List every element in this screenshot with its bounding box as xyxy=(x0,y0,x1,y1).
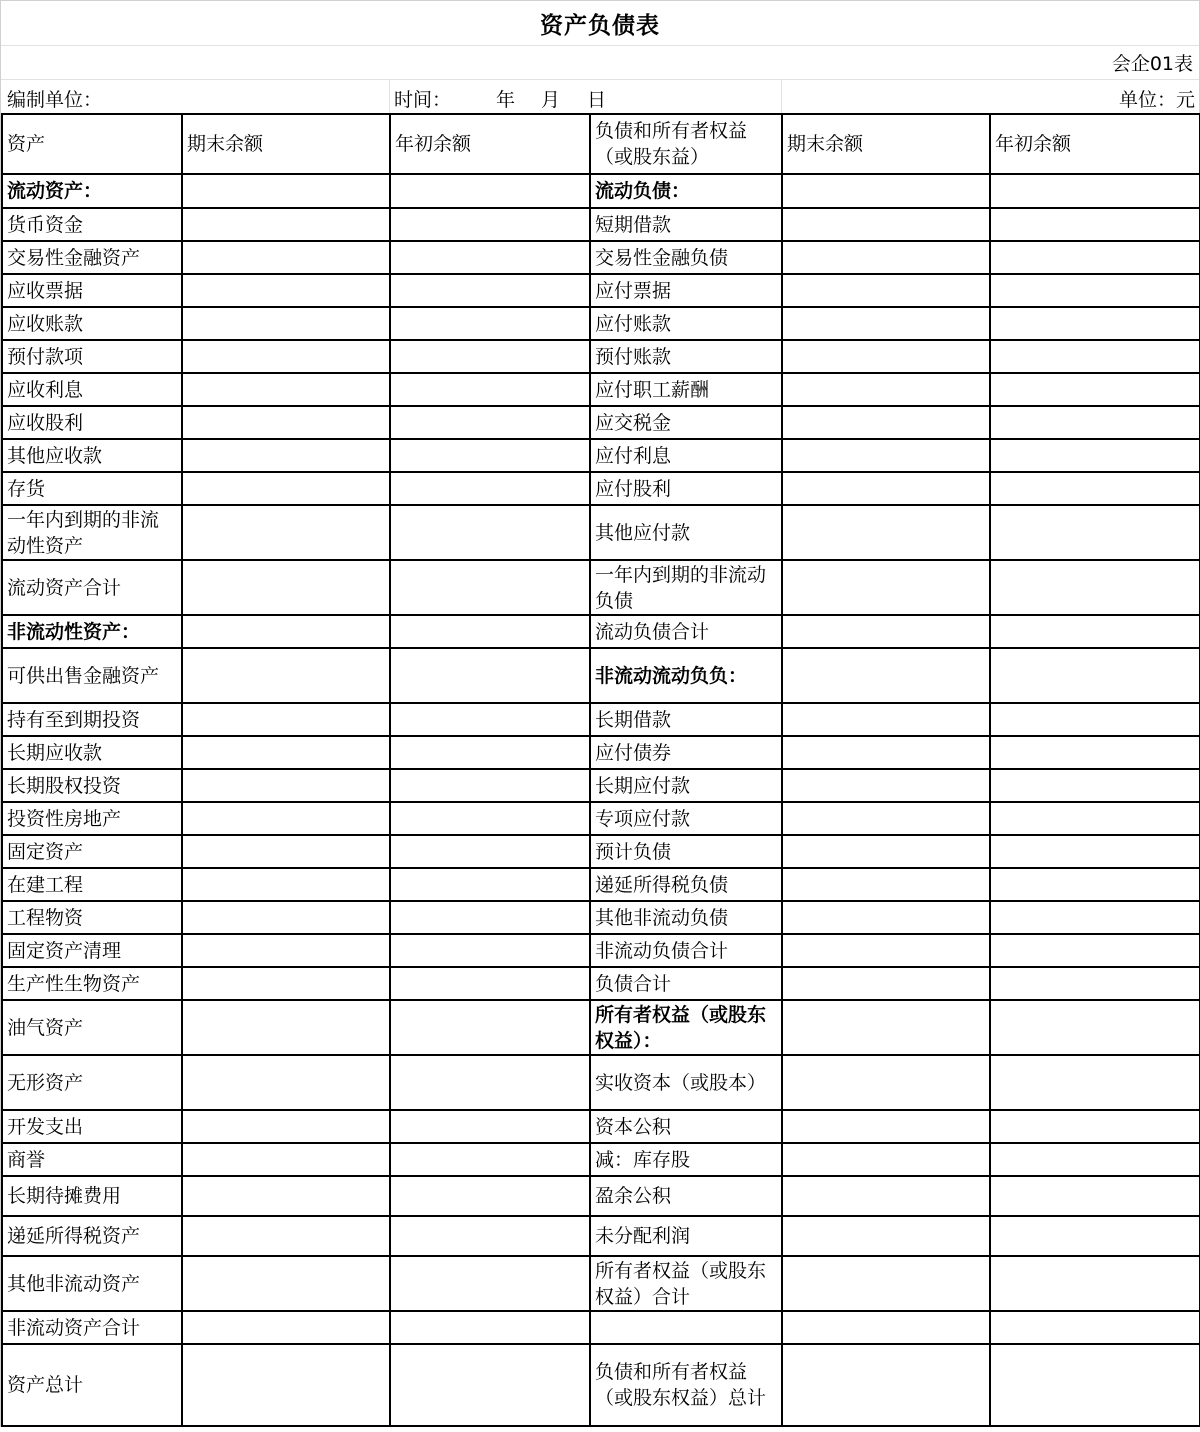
table-row xyxy=(2,934,1200,967)
liability-begin-balance-cell[interactable] xyxy=(990,1143,1200,1176)
asset-begin-balance-cell[interactable] xyxy=(390,406,590,439)
asset-item: 商誉 xyxy=(2,1143,182,1176)
liability-end-balance-cell[interactable] xyxy=(782,901,990,934)
liability-item: 应付股利 xyxy=(590,472,782,505)
liability-end-balance-cell[interactable] xyxy=(782,208,990,241)
table-row xyxy=(2,1055,1200,1110)
liability-item: 应付票据 xyxy=(590,274,782,307)
asset-end-balance-cell[interactable] xyxy=(182,934,390,967)
asset-begin-balance-cell[interactable] xyxy=(390,648,590,703)
header-begin-balance: 年初余额 xyxy=(390,114,590,174)
table-row xyxy=(2,703,1200,736)
table-row xyxy=(2,340,1200,373)
asset-item: 货币资金 xyxy=(2,208,182,241)
liability-begin-balance-cell[interactable] xyxy=(990,1256,1200,1311)
table-row xyxy=(2,736,1200,769)
asset-end-balance-cell[interactable] xyxy=(182,703,390,736)
asset-begin-balance-cell[interactable] xyxy=(390,1311,590,1344)
liability-end-balance-cell[interactable] xyxy=(782,934,990,967)
header-assets: 资产 xyxy=(2,114,182,174)
table-row xyxy=(2,174,1200,208)
asset-begin-balance-cell[interactable] xyxy=(390,835,590,868)
asset-end-balance-cell[interactable] xyxy=(182,340,390,373)
asset-end-balance-cell[interactable] xyxy=(182,1110,390,1143)
asset-begin-balance-cell[interactable] xyxy=(390,1143,590,1176)
asset-begin-balance-cell[interactable] xyxy=(390,241,590,274)
liability-item: 负债合计 xyxy=(590,967,782,1000)
liability-begin-balance-cell[interactable] xyxy=(990,1311,1200,1344)
liability-end-balance-cell[interactable] xyxy=(782,1176,990,1216)
table-row xyxy=(2,472,1200,505)
table-row xyxy=(2,615,1200,648)
asset-begin-balance-cell[interactable] xyxy=(390,307,590,340)
asset-item: 开发支出 xyxy=(2,1110,182,1143)
asset-begin-balance-cell[interactable] xyxy=(390,967,590,1000)
asset-begin-balance-cell[interactable] xyxy=(390,868,590,901)
table-row xyxy=(2,802,1200,835)
asset-end-balance-cell[interactable] xyxy=(182,1000,390,1055)
liability-begin-balance-cell[interactable] xyxy=(990,736,1200,769)
liability-item: 非流动负债合计 xyxy=(590,934,782,967)
asset-begin-balance-cell[interactable] xyxy=(390,560,590,615)
liability-begin-balance-cell[interactable] xyxy=(990,1216,1200,1256)
liability-begin-balance-cell[interactable] xyxy=(990,1055,1200,1110)
asset-end-balance-cell[interactable] xyxy=(182,208,390,241)
asset-begin-balance-cell[interactable] xyxy=(390,769,590,802)
liability-begin-balance-cell[interactable] xyxy=(990,648,1200,703)
asset-end-balance-cell[interactable] xyxy=(182,835,390,868)
liability-begin-balance-cell[interactable] xyxy=(990,934,1200,967)
liability-end-balance-cell[interactable] xyxy=(782,1216,990,1256)
liability-end-balance-cell[interactable] xyxy=(782,1311,990,1344)
asset-begin-balance-cell[interactable] xyxy=(390,615,590,648)
header-end-balance: 期末余额 xyxy=(182,114,390,174)
asset-end-balance-cell[interactable] xyxy=(182,1143,390,1176)
liability-item: 短期借款 xyxy=(590,208,782,241)
asset-end-balance-cell[interactable] xyxy=(182,648,390,703)
asset-end-balance-cell[interactable] xyxy=(182,1344,390,1426)
liability-item: 应付利息 xyxy=(590,439,782,472)
liability-item: 长期应付款 xyxy=(590,769,782,802)
asset-end-balance-cell[interactable] xyxy=(182,1311,390,1344)
liability-begin-balance-cell[interactable] xyxy=(990,406,1200,439)
liability-end-balance-cell[interactable] xyxy=(782,472,990,505)
liability-begin-balance-cell[interactable] xyxy=(990,241,1200,274)
liability-item: 预计负债 xyxy=(590,835,782,868)
liability-begin-balance-cell[interactable] xyxy=(990,307,1200,340)
header-begin-balance: 年初余额 xyxy=(990,114,1200,174)
liability-end-balance-cell[interactable] xyxy=(782,406,990,439)
asset-begin-balance-cell[interactable] xyxy=(390,505,590,560)
table-row xyxy=(2,868,1200,901)
asset-begin-balance-cell[interactable] xyxy=(390,373,590,406)
liability-begin-balance-cell[interactable] xyxy=(990,274,1200,307)
asset-begin-balance-cell[interactable] xyxy=(390,1216,590,1256)
asset-end-balance-cell[interactable] xyxy=(182,868,390,901)
table-row xyxy=(2,1256,1200,1311)
asset-item: 预付款项 xyxy=(2,340,182,373)
asset-item: 固定资产 xyxy=(2,835,182,868)
liability-begin-balance-cell[interactable] xyxy=(990,439,1200,472)
asset-begin-balance-cell[interactable] xyxy=(390,472,590,505)
asset-begin-balance-cell[interactable] xyxy=(390,340,590,373)
liability-begin-balance-cell[interactable] xyxy=(990,868,1200,901)
table-row xyxy=(2,1216,1200,1256)
asset-item: 流动资产合计 xyxy=(2,560,182,615)
table-row xyxy=(2,967,1200,1000)
liability-item: 应付职工薪酬 xyxy=(590,373,782,406)
liability-end-balance-cell[interactable] xyxy=(782,373,990,406)
table-row xyxy=(2,373,1200,406)
liability-begin-balance-cell[interactable] xyxy=(990,835,1200,868)
liability-begin-balance-cell[interactable] xyxy=(990,505,1200,560)
asset-item: 油气资产 xyxy=(2,1000,182,1055)
asset-end-balance-cell[interactable] xyxy=(182,274,390,307)
asset-item: 非流动资产合计 xyxy=(2,1311,182,1344)
table-row xyxy=(2,901,1200,934)
liability-begin-balance-cell[interactable] xyxy=(990,208,1200,241)
liability-item: 应交税金 xyxy=(590,406,782,439)
liability-end-balance-cell[interactable] xyxy=(782,802,990,835)
table-row xyxy=(2,835,1200,868)
asset-item: 一年内到期的非流动性资产 xyxy=(2,505,182,560)
asset-item: 生产性生物资产 xyxy=(2,967,182,1000)
asset-item: 可供出售金融资产 xyxy=(2,648,182,703)
liability-begin-balance-cell[interactable] xyxy=(990,615,1200,648)
asset-end-balance-cell[interactable] xyxy=(182,615,390,648)
liability-end-balance-cell[interactable] xyxy=(782,340,990,373)
liability-begin-balance-cell[interactable] xyxy=(990,1110,1200,1143)
table-row xyxy=(2,274,1200,307)
asset-item: 投资性房地产 xyxy=(2,802,182,835)
table-body xyxy=(2,114,1200,1426)
sheet-title: 资产负债表 xyxy=(1,0,1199,46)
header-end-balance: 期末余额 xyxy=(782,114,990,174)
asset-end-balance-cell[interactable] xyxy=(182,439,390,472)
liability-end-balance-cell[interactable] xyxy=(782,615,990,648)
liability-end-balance-cell[interactable] xyxy=(782,1143,990,1176)
asset-begin-balance-cell[interactable] xyxy=(390,802,590,835)
liability-begin-balance-cell[interactable] xyxy=(990,1000,1200,1055)
table-row xyxy=(2,1000,1200,1055)
asset-begin-balance-cell[interactable] xyxy=(390,208,590,241)
header-liabilities-equity: 负债和所有者权益（或股东益） xyxy=(590,114,782,174)
liability-end-balance-cell[interactable] xyxy=(782,736,990,769)
asset-item: 应收利息 xyxy=(2,373,182,406)
liability-item: 一年内到期的非流动负债 xyxy=(590,560,782,615)
liability-item: 递延所得税负债 xyxy=(590,868,782,901)
asset-end-balance-cell[interactable] xyxy=(182,174,390,208)
unit-label: 单位：元 xyxy=(1118,89,1195,111)
asset-end-balance-cell[interactable] xyxy=(182,1176,390,1216)
asset-end-balance-cell[interactable] xyxy=(182,406,390,439)
table-row xyxy=(2,307,1200,340)
liability-item: 未分配利润 xyxy=(590,1216,782,1256)
org-label: 编制单位： xyxy=(7,89,103,111)
asset-item: 交易性金融资产 xyxy=(2,241,182,274)
asset-begin-balance-cell[interactable] xyxy=(390,1344,590,1426)
asset-begin-balance-cell[interactable] xyxy=(390,439,590,472)
day-label: 日 xyxy=(587,89,607,111)
asset-begin-balance-cell[interactable] xyxy=(390,174,590,208)
asset-begin-balance-cell[interactable] xyxy=(390,934,590,967)
asset-end-balance-cell[interactable] xyxy=(182,967,390,1000)
liability-item: 应付债券 xyxy=(590,736,782,769)
balance-table xyxy=(1,113,1200,1427)
liability-begin-balance-cell[interactable] xyxy=(990,373,1200,406)
asset-end-balance-cell[interactable] xyxy=(182,241,390,274)
liability-item: 应付账款 xyxy=(590,307,782,340)
liability-begin-balance-cell[interactable] xyxy=(990,1176,1200,1216)
asset-item: 长期待摊费用 xyxy=(2,1176,182,1216)
liability-end-balance-cell[interactable] xyxy=(782,307,990,340)
table-row xyxy=(2,1311,1200,1344)
liability-end-balance-cell[interactable] xyxy=(782,560,990,615)
table-row xyxy=(2,439,1200,472)
asset-begin-balance-cell[interactable] xyxy=(390,274,590,307)
liability-begin-balance-cell[interactable] xyxy=(990,901,1200,934)
month-label: 月 xyxy=(541,89,561,111)
asset-begin-balance-cell[interactable] xyxy=(390,901,590,934)
asset-item: 持有至到期投资 xyxy=(2,703,182,736)
asset-item: 应收账款 xyxy=(2,307,182,340)
asset-begin-balance-cell[interactable] xyxy=(390,1110,590,1143)
asset-item: 应收股利 xyxy=(2,406,182,439)
asset-begin-balance-cell[interactable] xyxy=(390,703,590,736)
meta-divider xyxy=(781,80,782,113)
asset-end-balance-cell[interactable] xyxy=(182,505,390,560)
liability-item: 所有者权益（或股东权益）合计 xyxy=(590,1256,782,1311)
liability-item: 其他应付款 xyxy=(590,505,782,560)
table-row xyxy=(2,406,1200,439)
liability-end-balance-cell[interactable] xyxy=(782,241,990,274)
table-row xyxy=(2,648,1200,703)
meta-row xyxy=(1,80,1199,113)
liability-item: 流动负债合计 xyxy=(590,615,782,648)
liability-end-balance-cell[interactable] xyxy=(782,648,990,703)
table-row xyxy=(2,560,1200,615)
asset-begin-balance-cell[interactable] xyxy=(390,1256,590,1311)
asset-item: 在建工程 xyxy=(2,868,182,901)
asset-item: 非流动性资产： xyxy=(2,615,182,648)
asset-end-balance-cell[interactable] xyxy=(182,472,390,505)
liability-item: 资本公积 xyxy=(590,1110,782,1143)
asset-begin-balance-cell[interactable] xyxy=(390,1176,590,1216)
asset-item: 存货 xyxy=(2,472,182,505)
liability-item xyxy=(590,1311,782,1344)
meta-divider xyxy=(389,80,390,113)
asset-end-balance-cell[interactable] xyxy=(182,736,390,769)
liability-item: 预付账款 xyxy=(590,340,782,373)
liability-item: 盈余公积 xyxy=(590,1176,782,1216)
asset-end-balance-cell[interactable] xyxy=(182,560,390,615)
asset-begin-balance-cell[interactable] xyxy=(390,736,590,769)
table-row xyxy=(2,1110,1200,1143)
asset-item: 资产总计 xyxy=(2,1344,182,1426)
liability-begin-balance-cell[interactable] xyxy=(990,802,1200,835)
liability-begin-balance-cell[interactable] xyxy=(990,472,1200,505)
liability-end-balance-cell[interactable] xyxy=(782,174,990,208)
liability-end-balance-cell[interactable] xyxy=(782,1000,990,1055)
header-row xyxy=(2,114,1200,174)
liability-end-balance-cell[interactable] xyxy=(782,274,990,307)
liability-item: 专项应付款 xyxy=(590,802,782,835)
table-row xyxy=(2,505,1200,560)
asset-item: 其他应收款 xyxy=(2,439,182,472)
liability-end-balance-cell[interactable] xyxy=(782,769,990,802)
liability-end-balance-cell[interactable] xyxy=(782,505,990,560)
liability-end-balance-cell[interactable] xyxy=(782,1055,990,1110)
liability-item: 长期借款 xyxy=(590,703,782,736)
liability-end-balance-cell[interactable] xyxy=(782,1110,990,1143)
time-label: 时间： xyxy=(394,89,452,111)
liability-begin-balance-cell[interactable] xyxy=(990,560,1200,615)
liability-end-balance-cell[interactable] xyxy=(782,835,990,868)
table-row xyxy=(2,208,1200,241)
table-row xyxy=(2,769,1200,802)
asset-begin-balance-cell[interactable] xyxy=(390,1055,590,1110)
table-row xyxy=(2,1176,1200,1216)
liability-item: 流动负债： xyxy=(590,174,782,208)
asset-item: 递延所得税资产 xyxy=(2,1216,182,1256)
asset-end-balance-cell[interactable] xyxy=(182,1256,390,1311)
liability-begin-balance-cell[interactable] xyxy=(990,769,1200,802)
liability-item: 实收资本（或股本） xyxy=(590,1055,782,1110)
liability-item: 其他非流动负债 xyxy=(590,901,782,934)
liability-item: 负债和所有者权益（或股东权益）总计 xyxy=(590,1344,782,1426)
asset-end-balance-cell[interactable] xyxy=(182,1055,390,1110)
asset-end-balance-cell[interactable] xyxy=(182,1216,390,1256)
asset-item: 其他非流动资产 xyxy=(2,1256,182,1311)
liability-item: 交易性金融负债 xyxy=(590,241,782,274)
asset-item: 长期股权投资 xyxy=(2,769,182,802)
asset-end-balance-cell[interactable] xyxy=(182,901,390,934)
asset-end-balance-cell[interactable] xyxy=(182,307,390,340)
liability-end-balance-cell[interactable] xyxy=(782,868,990,901)
asset-item: 无形资产 xyxy=(2,1055,182,1110)
asset-item: 流动资产： xyxy=(2,174,182,208)
asset-end-balance-cell[interactable] xyxy=(182,373,390,406)
asset-end-balance-cell[interactable] xyxy=(182,769,390,802)
asset-item: 工程物资 xyxy=(2,901,182,934)
asset-end-balance-cell[interactable] xyxy=(182,802,390,835)
liability-end-balance-cell[interactable] xyxy=(782,967,990,1000)
liability-item: 非流动流动负负： xyxy=(590,648,782,703)
form-code: 会企01表 xyxy=(1,46,1199,80)
liability-begin-balance-cell[interactable] xyxy=(990,340,1200,373)
liability-begin-balance-cell[interactable] xyxy=(990,174,1200,208)
table-row xyxy=(2,1143,1200,1176)
year-label: 年 xyxy=(496,89,516,111)
asset-item: 固定资产清理 xyxy=(2,934,182,967)
table-row xyxy=(2,241,1200,274)
liability-begin-balance-cell[interactable] xyxy=(990,967,1200,1000)
asset-begin-balance-cell[interactable] xyxy=(390,1000,590,1055)
liability-begin-balance-cell[interactable] xyxy=(990,703,1200,736)
liability-end-balance-cell[interactable] xyxy=(782,1256,990,1311)
liability-end-balance-cell[interactable] xyxy=(782,703,990,736)
liability-item: 减：库存股 xyxy=(590,1143,782,1176)
asset-item: 长期应收款 xyxy=(2,736,182,769)
table-row xyxy=(2,1344,1200,1426)
liability-item: 所有者权益（或股东权益）： xyxy=(590,1000,782,1055)
liability-end-balance-cell[interactable] xyxy=(782,1344,990,1426)
asset-item: 应收票据 xyxy=(2,274,182,307)
liability-begin-balance-cell[interactable] xyxy=(990,1344,1200,1426)
liability-end-balance-cell[interactable] xyxy=(782,439,990,472)
